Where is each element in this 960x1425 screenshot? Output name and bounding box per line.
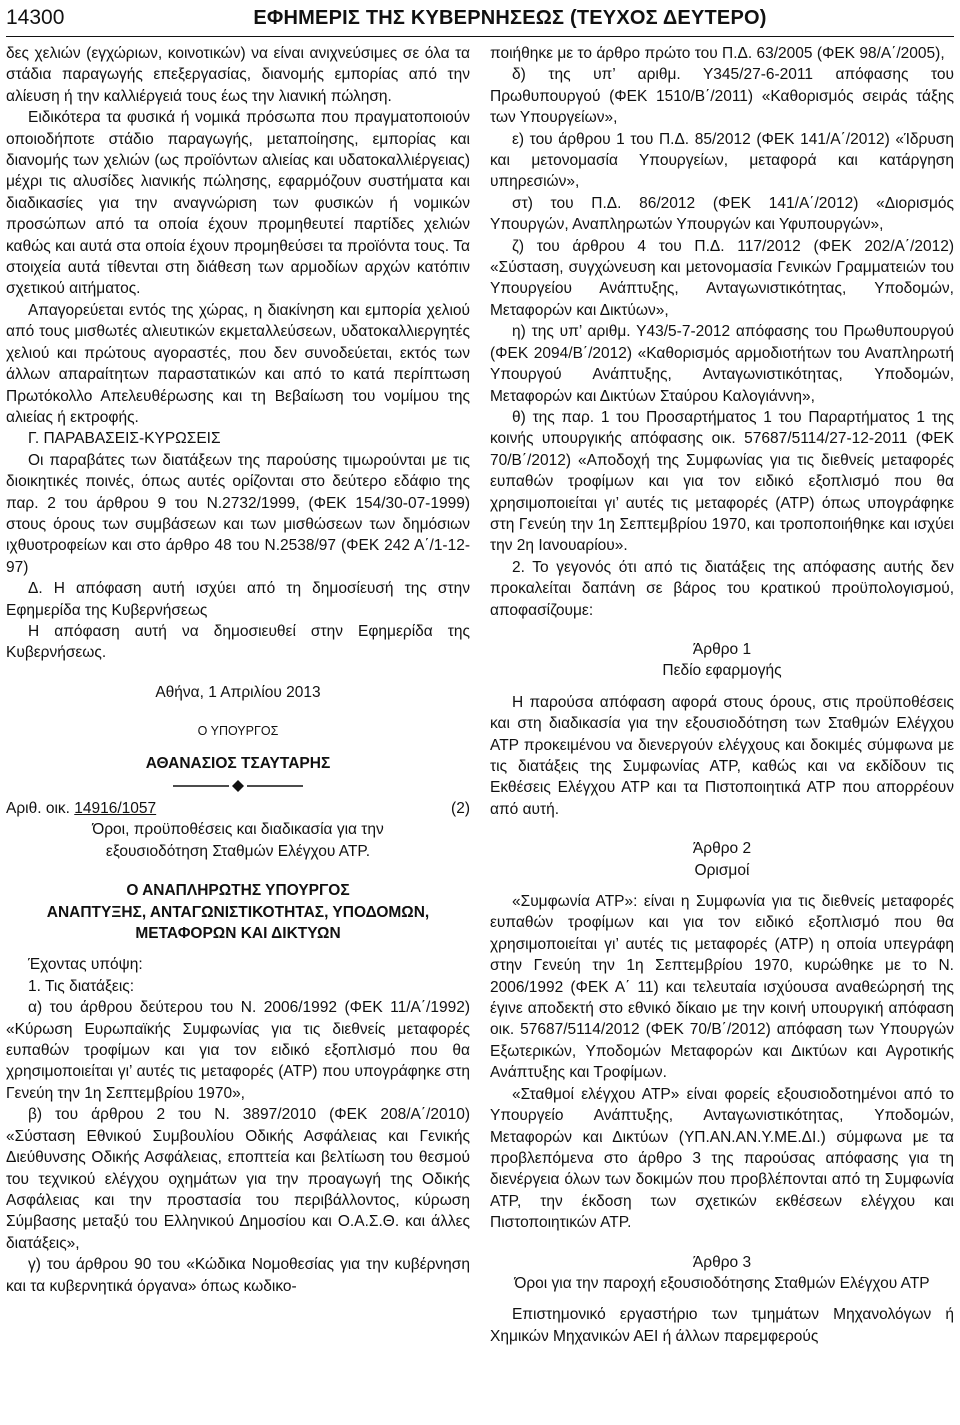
list-item: α) του άρθρου δεύτερου του Ν. 2006/1992 (ΦΕΚ 11/Α΄/1992) «Κύρωση Ευρωπαϊκής Συμφωνίας για τις διεθνείς μεταφορές ευπαθών τροφίμων και για τον ειδικό εξοπλισμό που θα χρησιμοποιείται γι’ αυτές τις μεταφορές (ΑΤΡ) που υπογράφηκε στη Γενεύη την 1η Σεπτεμβρίου 1970», <box>6 999 470 1102</box>
paragraph: «Σταθμοί ελέγχου ΑΤΡ» είναι φορείς εξουσιοδοτημένοι από το Υπουργείο Ανάπτυξης, Ανταγωνιστικότητας, Υποδομών, Μεταφορών και Δικτύων (ΥΠ.ΑΝ.ΑΝ.Υ.ΜΕ.ΔΙ.) σύμφωνα με τα προβλεπόμενα στο άρθρο 3 της παρούσας απόφασης για τη διενέργεια όλων των δοκιμών που προβλέπονται από τη Συμφωνία ΑΤΡ, την έκδοση των σχετικών εκθέσεων ελέγχου και Πιστοποιητικών ΑΤΡ. <box>490 1085 954 1232</box>
paragraph: 2. Το γεγονός ότι από τις διατάξεις της απόφασης αυτής δεν προκαλείται δαπάνη σε βάρος του κρατικού προϋπολογισμού, αποφασίζουμε: <box>490 558 954 619</box>
article-title: Όροι για την παροχή εξουσιοδότησης Σταθμών Ελέγχου ΑΤΡ <box>514 1274 930 1292</box>
list-item: θ) της παρ. 1 του Προσαρτήματος 1 του Παραρτήματος 1 της κοινής υπουργικής απόφασης οικ. 57687/5114/27-12-2011 (ΦΕΚ 70/Β΄/2012) «Αποδοχή της Συμφωνίας για τις διεθνείς μεταφορές ευπαθών τροφίμων και για τον ειδικό εξοπλισμό που θα χρησιμοποιείται γι’ αυτές τις μεταφορές (ΑΤΡ) όπως υπογράφηκε στη Γενεύη την 1η Σεπτεμβρίου 1970, και τροποποιήθηκε και ισχύει την 2η Ιανουαρίου». <box>490 408 954 555</box>
reference-number: Αριθ. οικ. 14916/1057 <box>6 800 157 817</box>
paragraph: Επιστημονικό εργαστήριο των τμημάτων Μηχανολόγων ή Χημικών Μηχανικών ΑΕΙ ή άλλων παρεμφερούς <box>490 1306 954 1345</box>
paragraph: «Συμφωνία ΑΤΡ»: είναι η Συμφωνία για τις διεθνείς μεταφορές ευπαθών τροφίμων και για τον ειδικό εξοπλισμό που θα χρησιμοποιείται γι’ αυτές τις μεταφορές (ΑΤΡ) η οποία υπεγράφη στην Γενεύη την 1η Σεπτεμβρίου 1970, κυρώθηκε με το Ν. 2006/1992 (ΦΕΚ Α΄ 11) και τελευταία ισχύουσα αναθεώρησή της έγινε αποδεκτή στο εθνικό δίκαιο με την κοινή υπουργική απόφαση οικ. 57687/5114/2012 (ΦΕΚ 70/Β΄/2012) απόφαση των Υπουργών Εξωτερικών, Υποδομών Μεταφορών και Δικτύων και Αγροτικής Ανάπτυξης και Τροφίμων. <box>490 893 954 1082</box>
deputy-minister-heading: Ο ΑΝΑΠΛΗΡΩΤΗΣ ΥΠΟΥΡΓΟΣ <box>126 882 350 900</box>
list-item: ζ) του άρθρου 4 του Π.Δ. 117/2012 (ΦΕΚ 202/Α΄/2012) «Σύσταση, συγχώνευση και μετονομασία Γενικών Γραμματειών του Υπουργείου Ανάπτυξης, Ανταγωνιστικότητας, Υποδομών, Μεταφορών και Δικτύων», <box>490 237 954 319</box>
page-header <box>6 0 954 37</box>
minister-name: ΑΘΑΝΑΣΙΟΣ ΤΣΑΥΤΑΡΗΣ <box>145 754 331 772</box>
right-column <box>490 43 954 1347</box>
diamond-divider-icon <box>173 779 303 793</box>
paragraph: δες χελιών (εγχώριων, κοινοτικών) να είναι ανιχνεύσιμες σε όλα τα στάδια παραγωγής επεξεργασίας, διανομής εμπορίας από την αλίευση ή την καλλιέργειά τους έως την λιανική πώληση. <box>6 45 470 105</box>
left-column <box>6 43 470 1297</box>
paragraph: Η απόφαση αυτή να δημοσιευθεί στην Εφημερίδα της Κυβερνήσεως. <box>6 622 470 662</box>
list-item: ε) του άρθρου 1 του Π.Δ. 85/2012 (ΦΕΚ 141/Α΄/2012) «Ίδρυση και μετονομασία Υπουργείων, μεταφορά και κατάργηση υπηρεσιών», <box>490 130 954 191</box>
paragraph: ποιήθηκε με το άρθρο πρώτο του Π.Δ. 63/2005 (ΦΕΚ 98/Α΄/2005), <box>490 45 945 62</box>
list-item: η) της υπ’ αριθμ. Υ43/5-7-2012 απόφασης του Πρωθυπουργού (ΦΕΚ 2094/Β΄/2012) «Καθορισμός αρμοδιοτήτων του Αναπληρωτή Υπουργού Ανάπτυξης, Ανταγωνιστικότητας, Υποδομών, Μεταφορών και Δικτύων Σταύρου Καλογιάννη», <box>490 323 954 405</box>
journal-title: ΕΦΗΜΕΡΙΣ ΤΗΣ ΚΥΒΕΡΝΗΣΕΩΣ (ΤΕΥΧΟΣ ΔΕΥΤΕΡΟ) <box>253 6 767 29</box>
paragraph: 1. Τις διατάξεις: <box>28 977 135 995</box>
list-item: δ) της υπ’ αριθμ. Υ345/27-6-2011 απόφασης του Πρωθυπουργού (ΦΕΚ 1510/Β΄/2011) «Καθορισμός σειράς τάξης των Υπουργείων», <box>490 66 954 127</box>
article-heading: Άρθρο 1 <box>692 640 752 658</box>
paragraph: Δ. Η απόφαση αυτή ισχύει από τη δημοσίευσή της στην Εφημερίδα της Κυβερνήσεως <box>6 580 470 619</box>
article-title: Ορισμοί <box>694 861 750 879</box>
paragraph: Απαγορεύεται εντός της χώρας, η διακίνηση και εμπορία χελιού από τους μισθωτές αλιευτικών εκμεταλλεύσεων, υδατοκαλλιεργητές χελιού και πρώτους αγοραστές, που δεν συνοδεύεται, εκτός των άλλων απαραίτητων παραστατικών και από το κατά περίπτωση Πρωτόκολλο Απελευθέρωσης και τη Βεβαίωση του νομίμου της αλιείας ή εκτροφής. <box>6 301 470 426</box>
list-item: γ) του άρθρου 90 του «Κώδικα Νομοθεσίας για την κυβέρνηση και τα κυβερνητικά όργανα» όπως κωδικο- <box>6 1256 470 1295</box>
page-number: 14300 <box>6 6 65 29</box>
article-heading: Άρθρο 3 <box>692 1253 752 1271</box>
decision-title: Όροι, προϋποθέσεις και διαδικασία για την εξουσιοδότηση Σταθμών Ελέγχου ΑΤΡ. <box>92 821 384 860</box>
section-heading: Γ. ΠΑΡΑΒΑΣΕΙΣ-ΚΥΡΩΣΕΙΣ <box>28 430 221 448</box>
reference-index: (2) <box>451 800 470 817</box>
paragraph: Ειδικότερα τα φυσικά ή νομικά πρόσωπα που πραγματοποιούν οποιοδήποτε στάδιο παραγωγής, μεταποίησης, εμπορίας και διανομής των χελιών (ως προϊόντων αλιείας και υδατοκαλλιέργειας) μέχρι τις αλυσίδες λιανικής πώλησης, εφαρμόζουν συστήματα και διαδικασίες για την αναγνώριση των φυσικών ή νομικών προσώπων από τα οποία έχουν προμηθευτεί παρτίδες χελιών καθώς και αυτά στα οποία έχουν προμηθεύσει τα προϊόντα τους. Τα στοιχεία αυτά τίθενται στη διάθεση των αρμοδίων αρχών κατόπιν σχετικού αιτήματος. <box>6 109 470 298</box>
place-date: Αθήνα, 1 Απριλίου 2013 <box>155 683 321 701</box>
separator-ornament <box>6 774 470 798</box>
article-title: Πεδίο εφαρμογής <box>662 662 782 680</box>
paragraph: Έχοντας υπόψη: <box>28 956 143 974</box>
minister-title: Ο ΥΠΟΥΡΓΟΣ <box>197 724 279 739</box>
decision-reference <box>6 798 470 819</box>
list-item: στ) του Π.Δ. 86/2012 (ΦΕΚ 141/Α΄/2012) «Διορισμός Υπουργών, Αναπληρωτών Υπουργών και Υφυπουργών», <box>490 194 954 234</box>
paragraph: Οι παραβάτες των διατάξεων της παρούσης τιμωρούνται με τις διοικητικές ποινές, όπως αυτές ορίζονται στο δεύτερο εδάφιο της παρ. 2 του άρθρου 9 του Ν.2732/1999, (ΦΕΚ 154/30-07-1999) στους όρους των συμβάσεων και των μισθώσεων των δημόσιων ιχθυοτροφείων και στο άρθρο 48 του Ν.2538/97 (ΦΕΚ 242 Α΄/1-12-97) <box>6 451 470 576</box>
ministry-name: ΑΝΑΠΤΥΞΗΣ, ΑΝΤΑΓΩΝΙΣΤΙΚΟΤΗΤΑΣ, ΥΠΟΔΟΜΩΝ, ΜΕΤΑΦΟΡΩΝ ΚΑΙ ΔΙΚΤΥΩΝ <box>46 903 430 943</box>
article-heading: Άρθρο 2 <box>692 840 752 858</box>
list-item: β) του άρθρου 2 του Ν. 3897/2010 (ΦΕΚ 208/Α΄/2010) «Σύσταση Εθνικού Συμβουλίου Οδικής Ασφάλειας και Γενικής Διεύθυνσης Οδικής Ασφάλειας, εποπτεία και βελτίωση του θεσμού του τεχνικού ελέγχου οχημάτων για την προαγωγή της Οδικής Ασφάλειας και την προστασία του περιβάλλοντος, κύρωση Σύμβασης μεταξύ του Ελληνικού Δημοσίου και Ο.Α.Σ.Θ. και άλλες διατάξεις», <box>6 1106 470 1252</box>
paragraph: Η παρούσα απόφαση αφορά στους όρους, στις προϋποθέσεις και στη διαδικασία για την εξουσιοδότηση των Σταθμών Ελέγχου ΑΤΡ προκειμένου να διενεργούν ελέγχους και δοκιμές σύμφωνα με τις διατάξεις της Συμφωνίας ΑΤΡ, καθώς και να εκδίδουν τις Εκθέσεις Ελέγχου ΑΤΡ και τα Πιστοποιητικά ΑΤΡ που απορρέουν από αυτή. <box>490 693 954 818</box>
